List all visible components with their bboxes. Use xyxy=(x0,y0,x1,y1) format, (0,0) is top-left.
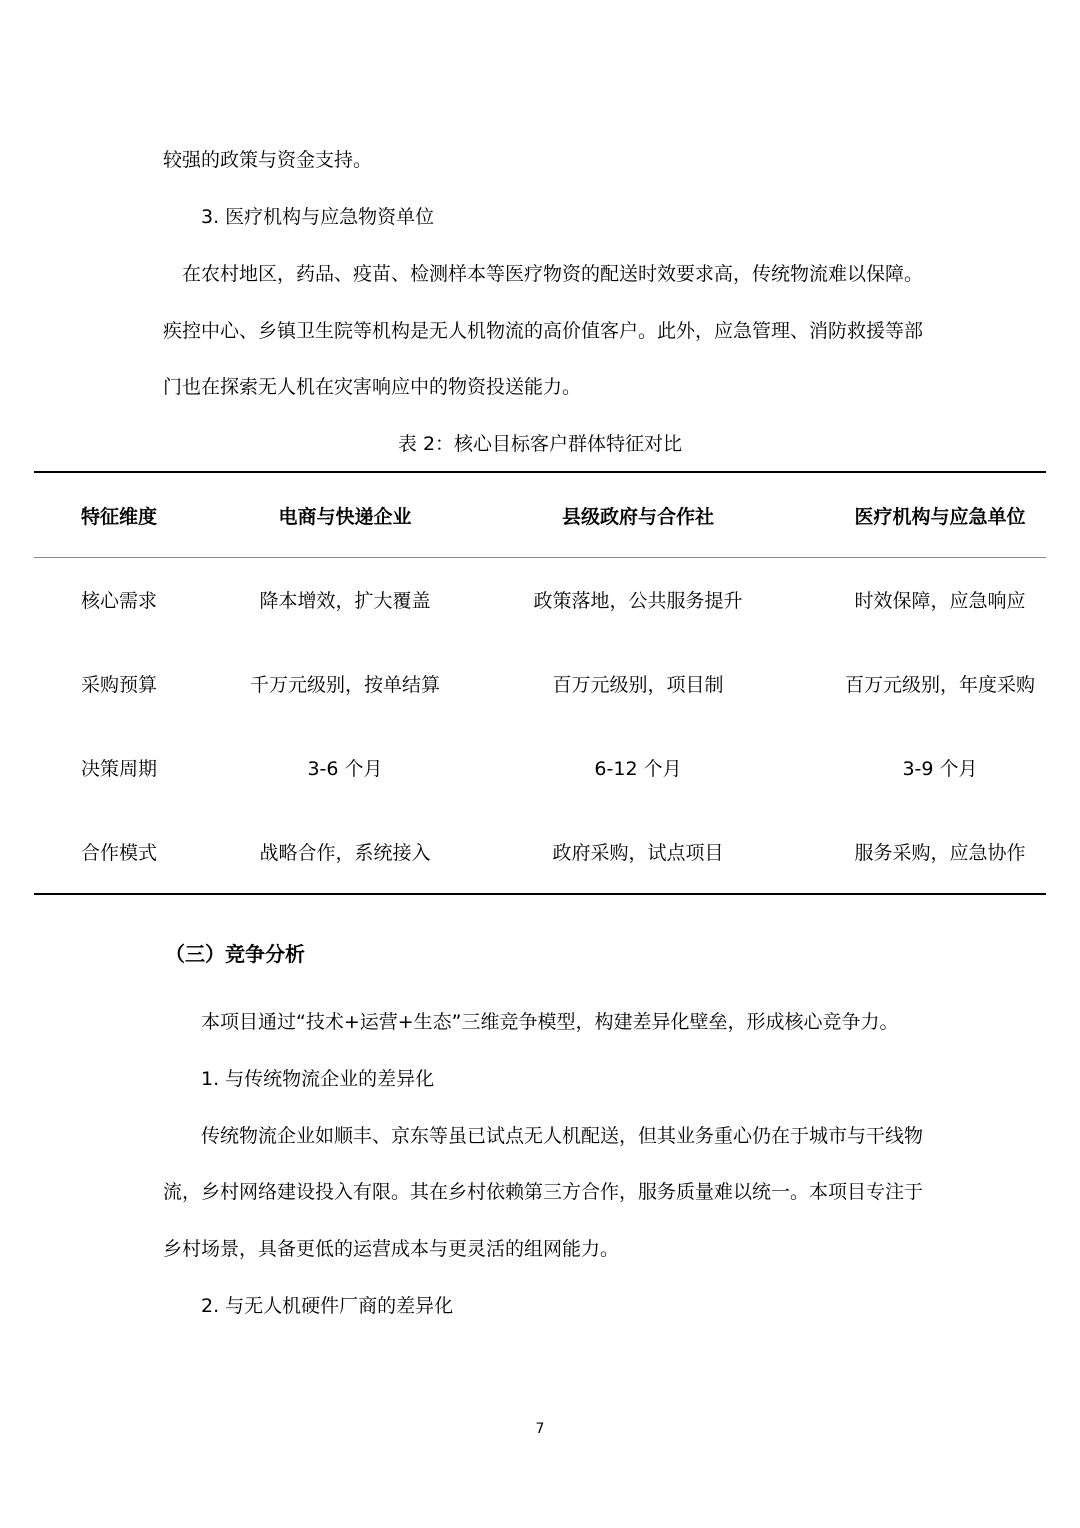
table-header-cell: 县级政府与合作社 xyxy=(561,506,714,528)
list-item-title: 3. 医疗机构与应急物资单位 xyxy=(201,206,435,228)
table-cell: 政府采购，试点项目 xyxy=(552,842,724,864)
table-cell: 千万元级别，按单结算 xyxy=(249,674,440,696)
table-header-cell: 医疗机构与应急单位 xyxy=(854,506,1026,528)
paragraph-line: 传统物流企业如顺丰、京东等虽已试点无人机配送，但其业务重心仍在于城市与干线物 xyxy=(201,1125,924,1147)
table-caption: 表 2：核心目标客户群体特征对比 xyxy=(397,433,683,455)
table-header-cell: 特征维度 xyxy=(80,506,157,528)
paragraph-line: 门也在探索无人机在灾害响应中的物资投送能力。 xyxy=(163,376,582,398)
table-cell: 政策落地，公共服务提升 xyxy=(533,590,743,612)
table-cell: 决策周期 xyxy=(80,758,157,780)
list-item-title: 1. 与传统物流企业的差异化 xyxy=(201,1068,435,1090)
paragraph-line: 本项目通过“技术+运营+生态”三维竞争模型，构建差异化壁垒，形成核心竞争力。 xyxy=(201,1011,899,1033)
table-cell: 6-12 个月 xyxy=(594,758,682,780)
paragraph-line: 流，乡村网络建设投入有限。其在乡村依赖第三方合作，服务质量难以统一。本项目专注于 xyxy=(163,1181,924,1203)
paragraph-line: 较强的政策与资金支持。 xyxy=(163,149,373,171)
table-cell: 百万元级别，年度采购 xyxy=(844,674,1035,696)
paragraph-line: 疾控中心、乡镇卫生院等机构是无人机物流的高价值客户。此外，应急管理、消防救援等部 xyxy=(163,320,924,342)
table-cell: 战略合作，系统接入 xyxy=(259,842,431,864)
table-cell: 百万元级别，项目制 xyxy=(552,674,724,696)
table-cell: 3-6 个月 xyxy=(307,758,383,780)
list-item-title: 2. 与无人机硬件厂商的差异化 xyxy=(201,1295,454,1317)
page-number: 7 xyxy=(535,1421,545,1437)
paragraph-line: 乡村场景，具备更低的运营成本与更灵活的组网能力。 xyxy=(163,1238,620,1260)
table-bottom-rule xyxy=(34,893,1046,895)
table-cell: 合作模式 xyxy=(80,842,157,864)
table-cell: 时效保障，应急响应 xyxy=(854,590,1026,612)
table-cell: 3-9 个月 xyxy=(902,758,978,780)
table-cell: 核心需求 xyxy=(80,590,157,612)
table-header-rule xyxy=(34,557,1046,558)
section-heading: （三）竞争分析 xyxy=(165,942,305,966)
table-top-rule xyxy=(34,471,1046,473)
table-cell: 降本增效，扩大覆盖 xyxy=(259,590,431,612)
table-header-cell: 电商与快递企业 xyxy=(278,506,412,528)
paragraph-line: 在农村地区，药品、疫苗、检测样本等医疗物资的配送时效要求高，传统物流难以保障。 xyxy=(182,263,924,285)
table-cell: 采购预算 xyxy=(80,674,157,696)
table-cell: 服务采购，应急协作 xyxy=(854,842,1026,864)
